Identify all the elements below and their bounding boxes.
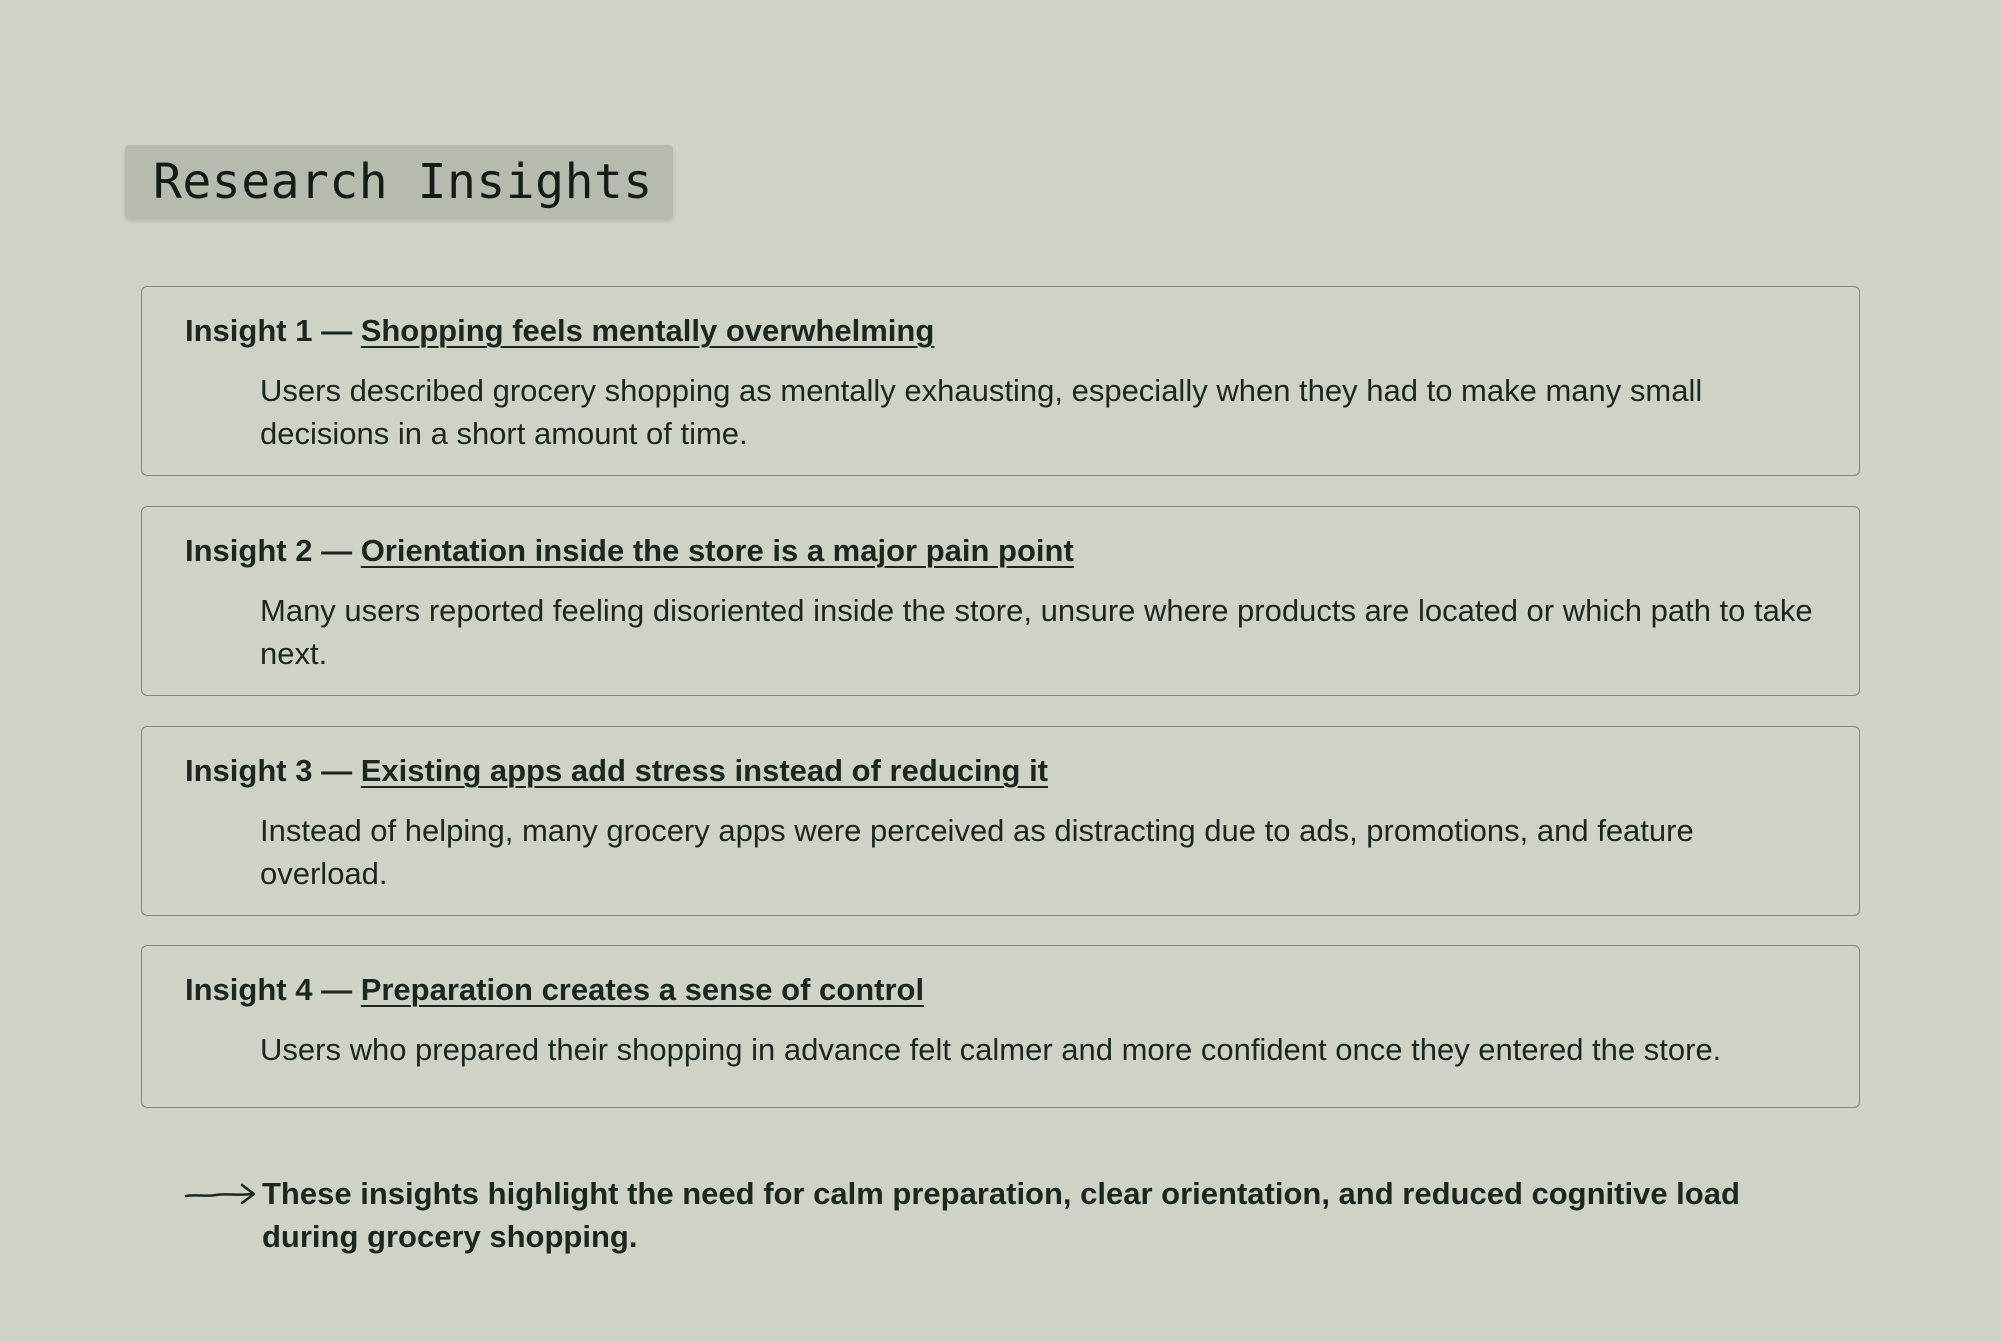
insight-card-1 xyxy=(141,286,1860,476)
page-title: Research Insights xyxy=(153,153,653,210)
insight-label: Insight 3 — xyxy=(185,753,361,788)
insight-headline: Shopping feels mentally overwhelming xyxy=(360,313,935,348)
insight-description: Many users reported feeling disoriented inside the store, unsure where products are located or which path to take next. xyxy=(260,593,1813,671)
insight-heading xyxy=(185,972,924,1008)
insight-description: Users who prepared their shopping in advance felt calmer and more confident once they entered the store. xyxy=(260,1032,1722,1067)
page-title-box xyxy=(125,145,673,218)
insight-card-2 xyxy=(141,506,1860,696)
insight-label: Insight 1 — xyxy=(185,313,361,348)
insight-card-4 xyxy=(141,945,1860,1108)
insight-heading xyxy=(185,533,1074,569)
insight-description: Users described grocery shopping as mentally exhausting, especially when they had to make many small decisions in a short amount of time. xyxy=(260,373,1703,451)
insight-card-3 xyxy=(141,726,1860,916)
insight-headline: Preparation creates a sense of control xyxy=(360,972,925,1007)
insight-headline: Existing apps add stress instead of reducing it xyxy=(360,753,1049,788)
insight-description: Instead of helping, many grocery apps were perceived as distracting due to ads, promotions, and feature overload. xyxy=(260,813,1694,891)
insight-heading xyxy=(185,313,934,349)
conclusion xyxy=(184,1172,1784,1258)
insight-headline: Orientation inside the store is a major pain point xyxy=(360,533,1074,568)
insight-label: Insight 2 — xyxy=(185,533,361,568)
arrow-right-icon xyxy=(184,1174,258,1214)
insight-label: Insight 4 — xyxy=(185,972,361,1007)
insight-heading xyxy=(185,753,1048,789)
conclusion-text: These insights highlight the need for calm preparation, clear orientation, and reduced cognitive load during grocery shopping. xyxy=(262,1176,1740,1254)
